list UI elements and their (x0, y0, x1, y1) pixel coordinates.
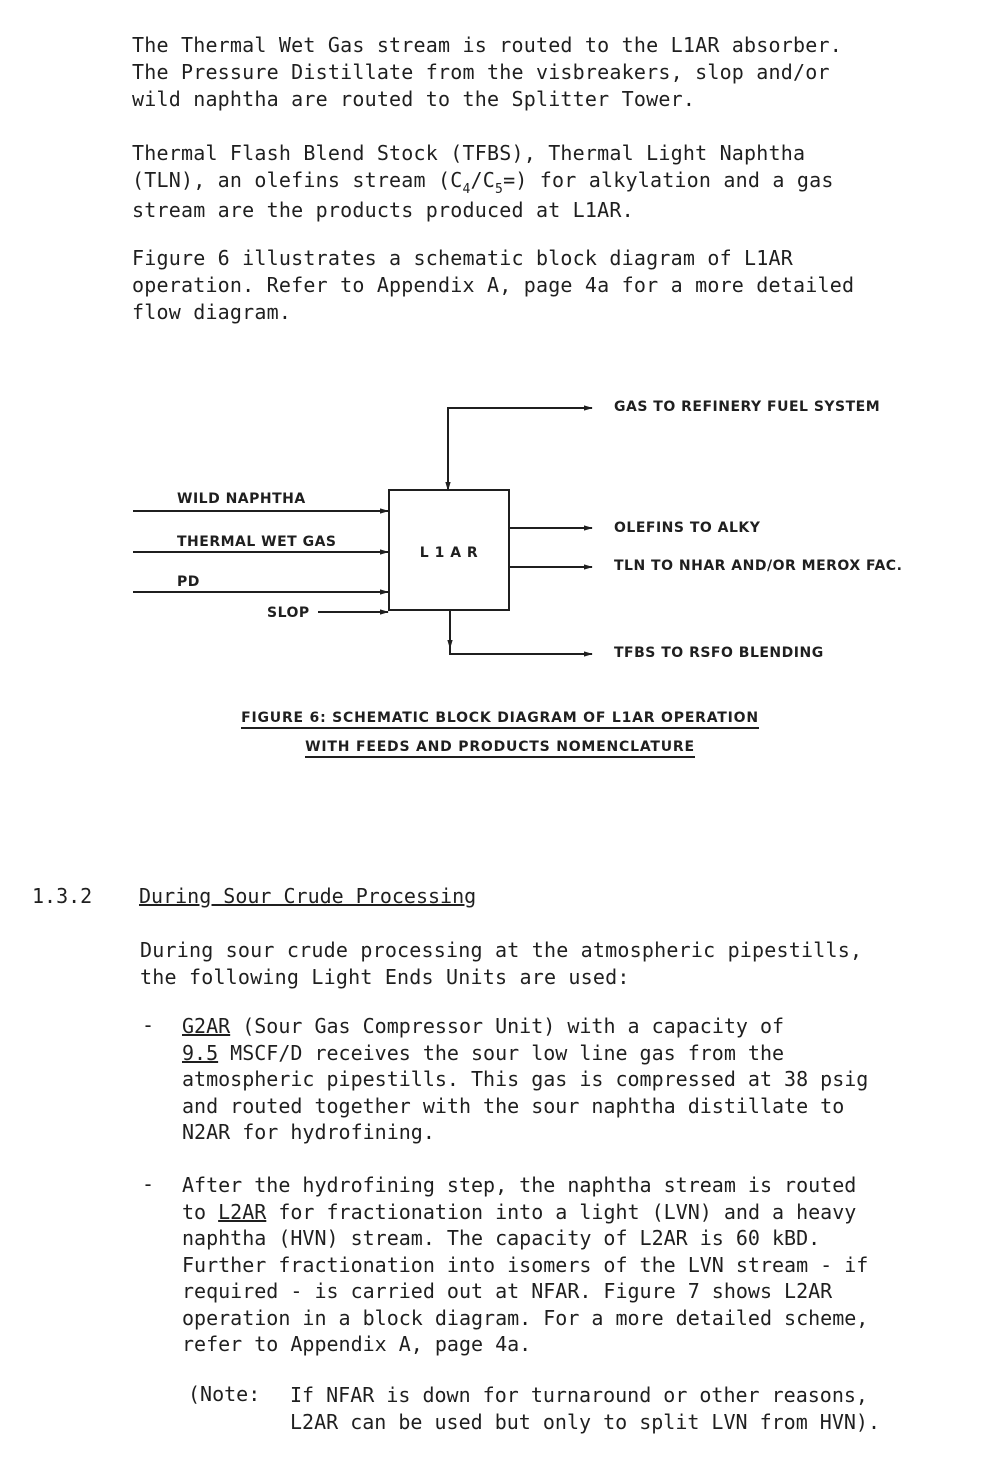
feed-label-thermal-wet-gas: THERMAL WET GAS (177, 534, 337, 550)
intro-paragraph-3: Figure 6 illustrates a schematic block diagram of L1AR operation. Refer to Appendix A, page 4a for a more detailed flow diagram. (132, 246, 855, 324)
bullet-l2ar-unit: L2AR (218, 1199, 267, 1224)
intro-p2-line2a: (TLN), an olefins stream (C (132, 168, 463, 192)
product-label-olefins: OLEFINS TO ALKY (614, 520, 761, 536)
product-label-tfbs: TFBS TO RSFO BLENDING (614, 645, 824, 661)
section-title: During Sour Crude Processing (139, 884, 477, 908)
product-arrow-tfbs (450, 610, 592, 654)
l1ar-unit-label: L 1 A R (419, 545, 479, 561)
intro-paragraph-1: The Thermal Wet Gas stream is routed to the L1AR absorber. The Pressure Distillate from the visbreakers, slop and/or wild naphtha are routed to the Splitter Tower. (132, 33, 842, 111)
intro-p2-line3: stream are the products produced at L1AR. (132, 198, 634, 222)
l1ar-block-diagram (0, 380, 1000, 680)
bullet-g2ar-unit: G2AR (182, 1014, 231, 1038)
product-label-gas: GAS TO REFINERY FUEL SYSTEM (614, 399, 881, 415)
feed-label-slop: SLOP (267, 605, 310, 621)
bullet-dash-1: - (142, 1013, 155, 1037)
figure-caption-line2: WITH FEEDS AND PRODUCTS NOMENCLATURE (0, 739, 1000, 755)
product-arrow-gas (448, 408, 592, 490)
product-label-tln: TLN TO NHAR AND/OR MEROX FAC. (614, 558, 903, 574)
intro-p2-line2c: =) for alkylation and a gas (503, 168, 834, 192)
feed-label-pd: PD (177, 574, 200, 590)
feed-label-wild-naphtha: WILD NAPHTHA (177, 491, 306, 507)
bullet-l2ar: After the hydrofining step, the naphtha stream is routed to L2AR for fractionation into a light (LVN) and a heavy naphtha (HVN) stream. The capacity of L2AR is 60 kBD. Further fractionation into isomers of the LVN stream - if required - is carried out at NFAR. Figure 7 shows L2AR operation in a block diagram. For a more detailed scheme, refer to Appendix A, page 4a. (182, 1173, 869, 1356)
section-number: 1.3.2 (32, 884, 93, 908)
intro-p2-line2b: /C (470, 168, 496, 192)
intro-paragraph-2 (132, 140, 952, 224)
bullet-g2ar: G2AR (Sour Gas Compressor Unit) with a capacity of 9.5 MSCF/D receives the sour low line gas from the atmospheric pipestills. This gas is compressed at 38 psig and routed together with the sour naphtha distillate to N2AR for hydrofining. (182, 1014, 869, 1144)
section-intro: During sour crude processing at the atmospheric pipestills, the following Light Ends Units are used: (140, 938, 863, 989)
bullet-dash-2: - (142, 1172, 155, 1196)
intro-p2-sub-c5: 5 (495, 182, 504, 197)
note-label: (Note: (188, 1382, 261, 1406)
intro-p2-line1: Thermal Flash Blend Stock (TFBS), Thermal Light Naphtha (132, 141, 806, 165)
figure-caption-line1: FIGURE 6: SCHEMATIC BLOCK DIAGRAM OF L1AR OPERATION (0, 710, 1000, 726)
note-text: If NFAR is down for turnaround or other reasons, L2AR can be used but only to split LVN from HVN). (290, 1383, 881, 1434)
bullet-g2ar-capacity: 9.5 (182, 1040, 219, 1065)
intro-p2-sub-c4: 4 (462, 182, 471, 197)
